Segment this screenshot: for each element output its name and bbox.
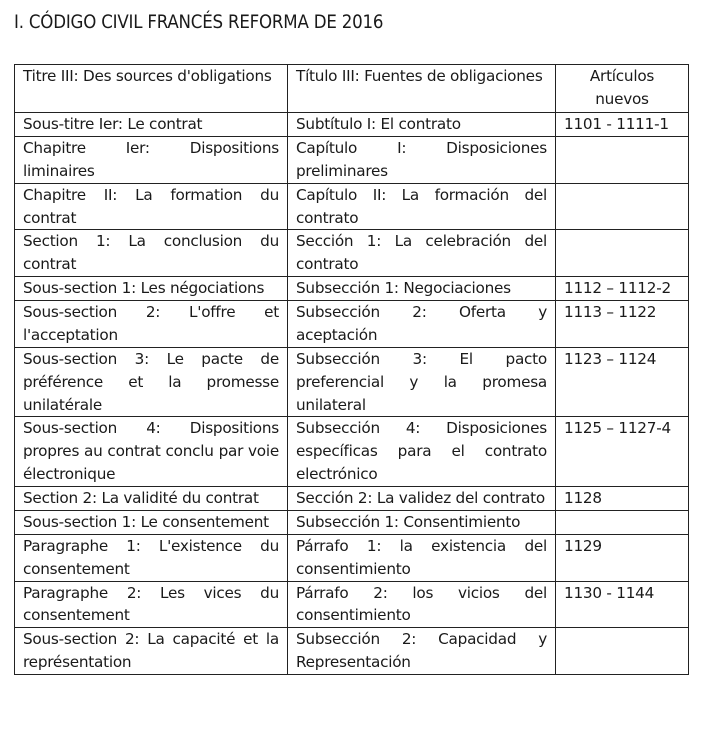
cell-spanish: Párrafo 1: la existencia del consentimiento [288,534,556,581]
cell-articles [556,136,689,183]
cell-spanish: Sección 1: La celebración del contrato [288,230,556,277]
cell-french: Sous-section 2: L'offre et l'acceptation [15,301,288,348]
cell-spanish: Subsección 1: Consentimiento [288,510,556,534]
cell-spanish: Capítulo II: La formación del contrato [288,183,556,230]
cell-spanish: Subsección 2: Capacidad y Representación [288,628,556,675]
cell-spanish: Subsección 3: El pacto preferencial y la promesa unilateral [288,347,556,417]
cell-articles [556,628,689,675]
cell-french: Sous-section 1: Le consentement [15,510,288,534]
table-header-row [15,65,689,113]
table-row [15,581,689,628]
table-row [15,277,689,301]
cell-spanish: Subsección 1: Negociaciones [288,277,556,301]
cell-french: Sous-section 1: Les négociations [15,277,288,301]
cell-spanish: Subtítulo I: El contrato [288,113,556,137]
table-row [15,347,689,417]
cell-articles: 1130 - 1144 [556,581,689,628]
cell-articles: 1112 – 1112-2 [556,277,689,301]
cell-articles [556,510,689,534]
table-row [15,301,689,348]
header-french: Titre III: Des sources d'obligations [15,65,288,113]
table-row [15,628,689,675]
table-row [15,417,689,487]
cell-french: Section 2: La validité du contrat [15,487,288,511]
cell-french: Sous-titre Ier: Le contrat [15,113,288,137]
table-row [15,136,689,183]
cell-articles: 1101 - 1111-1 [556,113,689,137]
page-title: I. CÓDIGO CIVIL FRANCÉS REFORMA DE 2016 [14,12,384,33]
cell-spanish: Sección 2: La validez del contrato [288,487,556,511]
table-row [15,183,689,230]
cell-articles: 1125 – 1127-4 [556,417,689,487]
cell-french: Sous-section 2: La capacité et la représentation [15,628,288,675]
cell-french: Section 1: La conclusion du contrat [15,230,288,277]
cell-articles [556,183,689,230]
articles-table [14,64,689,675]
cell-articles: 1113 – 1122 [556,301,689,348]
table-row [15,230,689,277]
table-row [15,534,689,581]
cell-articles: 1123 – 1124 [556,347,689,417]
cell-french: Sous-section 3: Le pacte de préférence et la promesse unilatérale [15,347,288,417]
cell-articles: 1129 [556,534,689,581]
cell-spanish: Subsección 4: Disposiciones específicas para el contrato electrónico [288,417,556,487]
header-spanish: Título III: Fuentes de obligaciones [288,65,556,113]
cell-french: Chapitre Ier: Dispositions liminaires [15,136,288,183]
cell-spanish: Capítulo I: Disposiciones preliminares [288,136,556,183]
cell-spanish: Subsección 2: Oferta y aceptación [288,301,556,348]
cell-french: Sous-section 4: Dispositions propres au contrat conclu par voie électronique [15,417,288,487]
cell-french: Paragraphe 2: Les vices du consentement [15,581,288,628]
table-row [15,510,689,534]
cell-articles [556,230,689,277]
table-row [15,113,689,137]
cell-articles: 1128 [556,487,689,511]
table-row [15,487,689,511]
cell-french: Paragraphe 1: L'existence du consentement [15,534,288,581]
cell-french: Chapitre II: La formation du contrat [15,183,288,230]
header-articles: Artículos nuevos [556,65,689,113]
cell-spanish: Párrafo 2: los vicios del consentimiento [288,581,556,628]
